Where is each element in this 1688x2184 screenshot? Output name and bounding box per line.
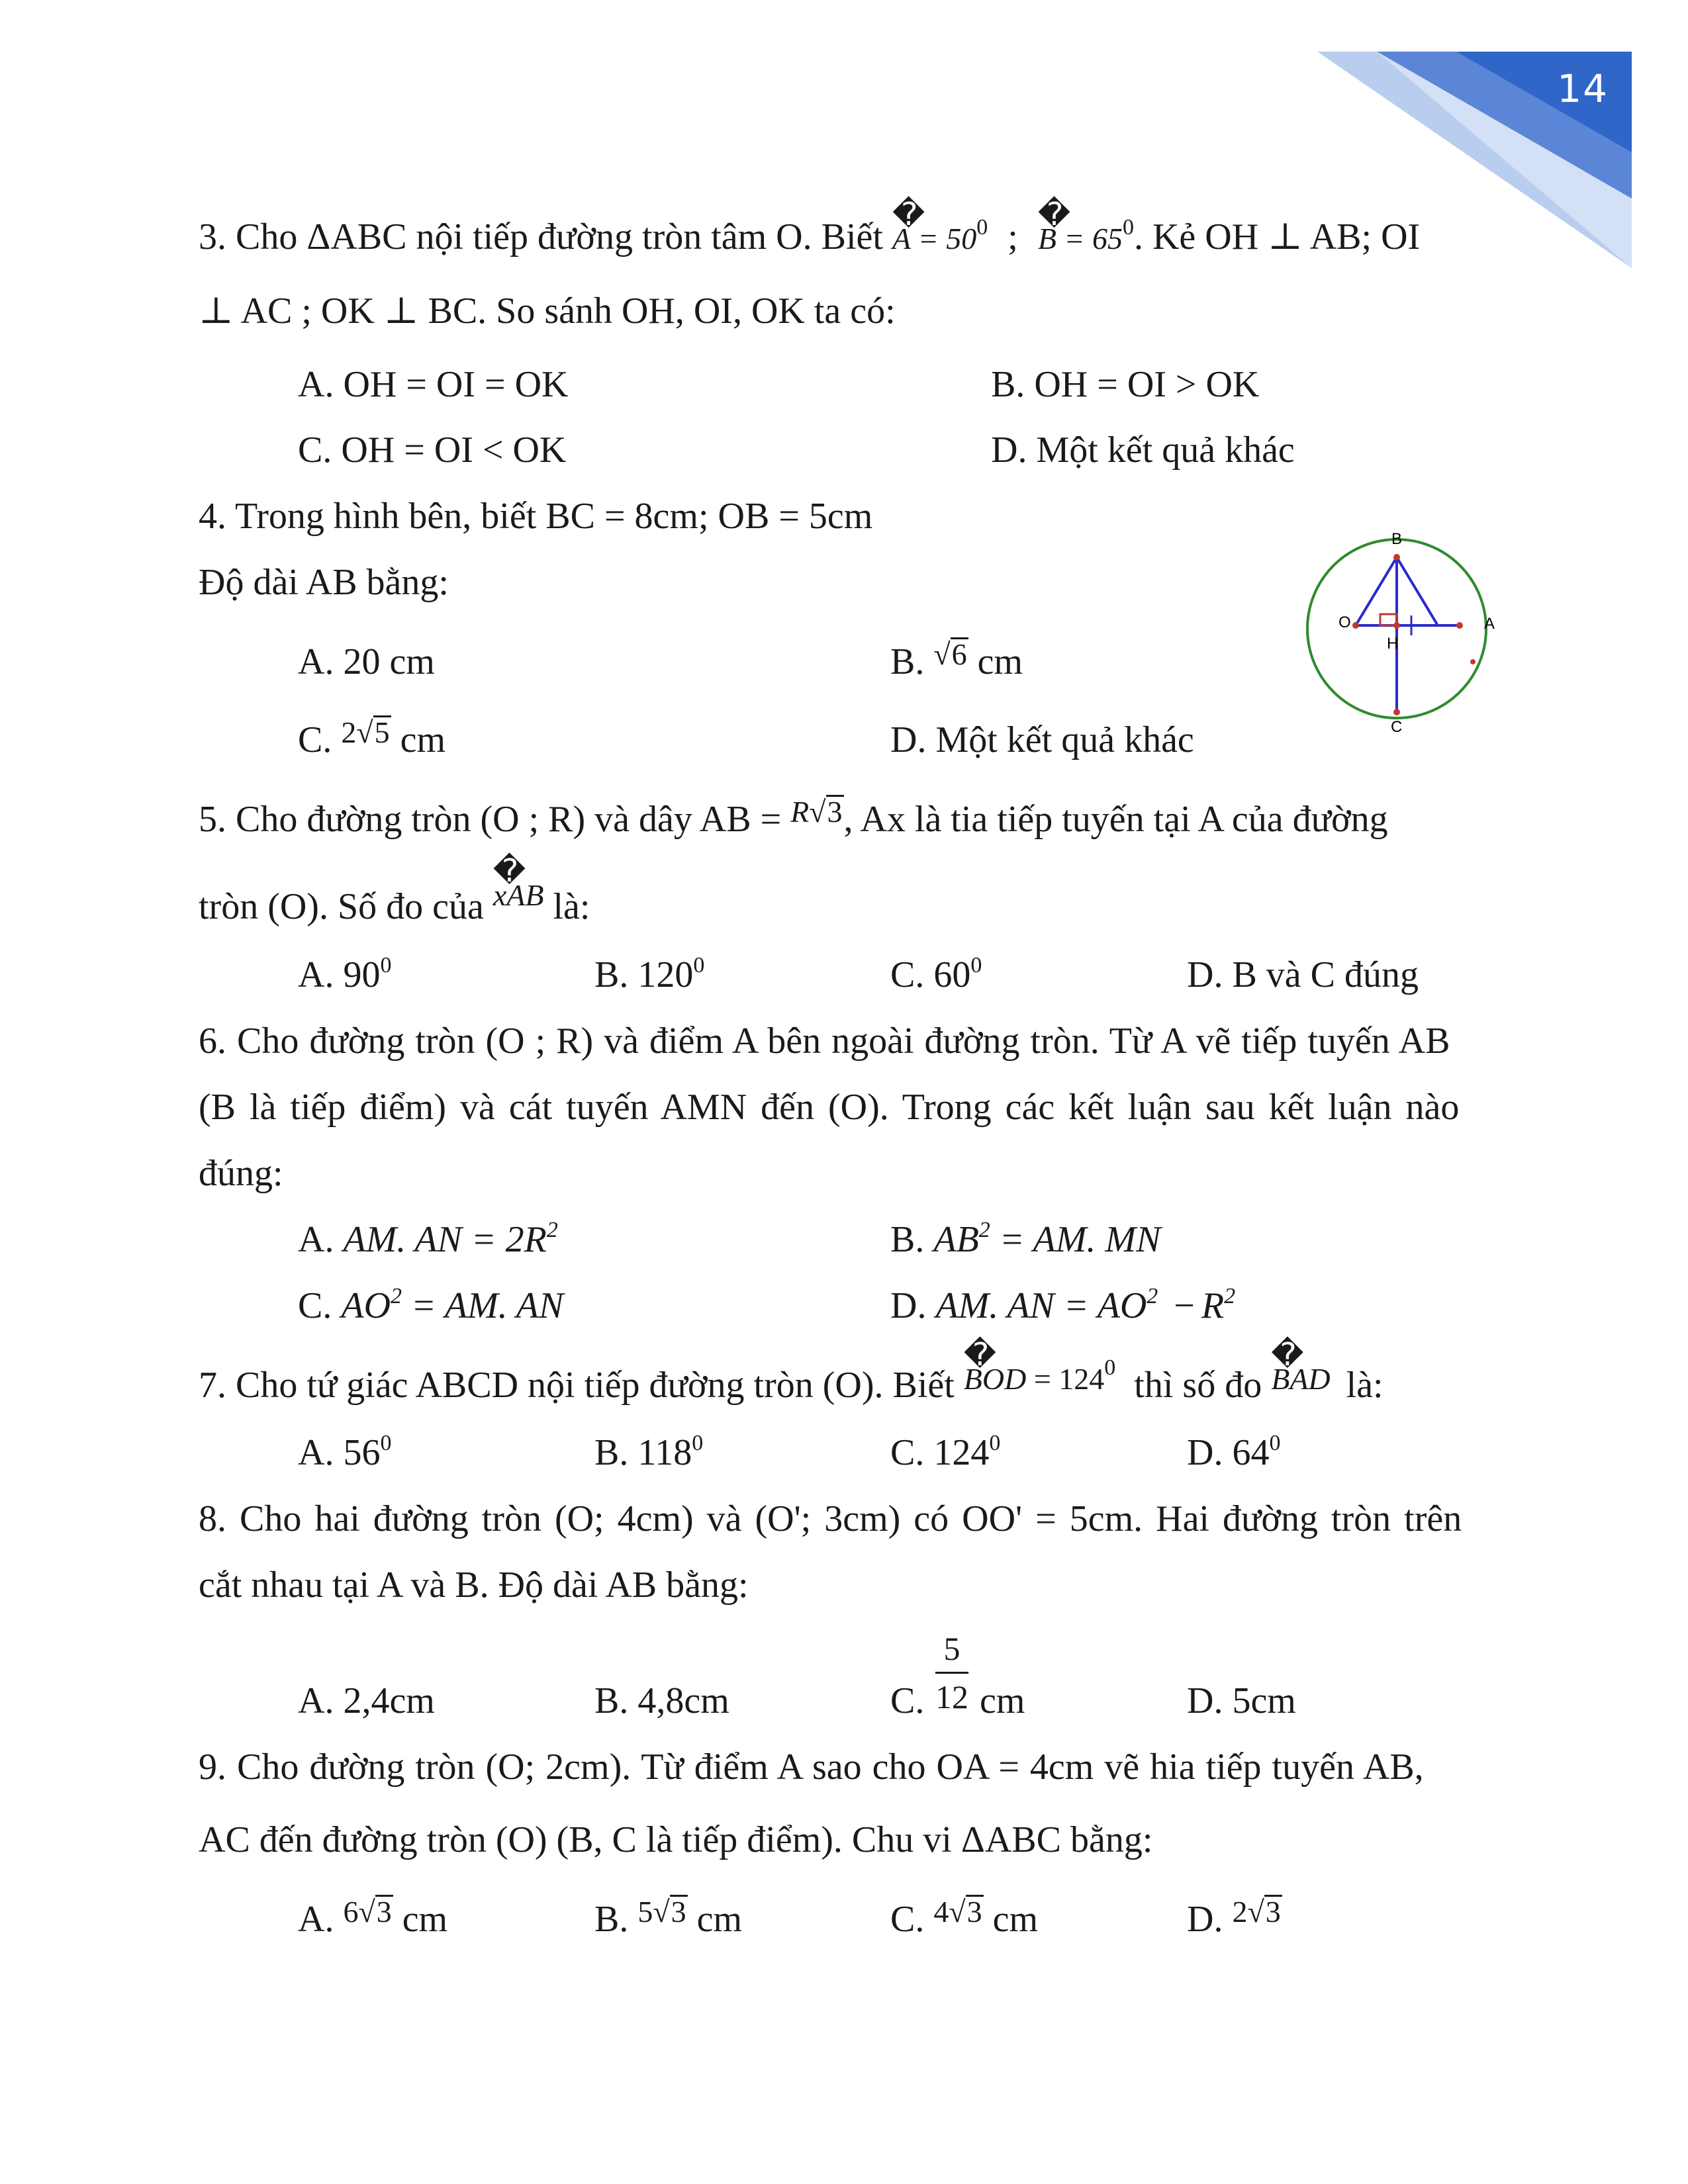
q8-option-c-fraction: $\frac{5}{12}$ [935, 1630, 968, 1715]
q8-line2: cắt nhau tại A và B. Độ dài AB bằng: [199, 1565, 749, 1606]
q4-option-a: A. 20 cm [298, 641, 435, 682]
q8-line1: 8. Cho hai đường tròn (O; 4cm) và (O'; 3cm) có OO' = 5cm. Hai đường tròn trên [199, 1498, 1462, 1539]
q6-option-c: C. $AO^2$ = AM. AN [298, 1284, 564, 1326]
label-h: H [1387, 635, 1399, 653]
q5-line1: 5. Cho đường tròn (O ; R) và dây AB = $^R$√3, Ax là tia tiếp tuyến tại A của đường [199, 795, 1388, 840]
q4-circle-figure [1297, 523, 1516, 741]
q7-option-a: A. $56^0$ [298, 1431, 392, 1473]
q8-option-c-prefix: C. [890, 1680, 925, 1721]
q4-option-b: B. √6 cm [890, 637, 1023, 682]
q4-line1: 4. Trong hình bên, biết BC = 8cm; OB = 5cm [199, 496, 873, 537]
label-b: B [1391, 530, 1403, 548]
q4-option-c: C. 2√5 cm [298, 715, 446, 760]
q6-option-a: A. AM. AN = $2R^2$ [298, 1218, 558, 1260]
q7-line: 7. Cho tứ giác ABCD nội tiếp đường tròn (O). Biết � BOD $^{= 1240}$ thì số đo � BAD là: [199, 1367, 1383, 1404]
q5-option-c: C. $60^0$ [890, 953, 982, 995]
q3-option-a: A. OH = OI = OK [298, 364, 569, 405]
page-number: 14 [1557, 66, 1609, 111]
q5-option-d: D. B và C đúng [1187, 954, 1419, 995]
q6-line1: 6. Cho đường tròn (O ; R) và điểm A bên ngoài đường tròn. Từ A vẽ tiếp tuyến AB [199, 1021, 1450, 1062]
q8-option-c-unit: cm [980, 1680, 1025, 1721]
q7-option-c: C. $124^0$ [890, 1431, 1001, 1473]
q9-line1: 9. Cho đường tròn (O; 2cm). Từ điểm A sao cho OA = 4cm vẽ hia tiếp tuyến AB, [199, 1747, 1424, 1788]
q6-line2: (B là tiếp điểm) và cát tuyến AMN đến (O). Trong các kết luận sau kết luận nào [199, 1087, 1460, 1128]
q6-option-b: B. $AB^2$ = AM. MN [890, 1218, 1161, 1260]
q5-line2: tròn (O). Số đo của � xAB là: [199, 888, 590, 925]
q9-line2: AC đến đường tròn (O) (B, C là tiếp điểm). Chu vi ΔABC bằng: [199, 1819, 1153, 1860]
segment-bo [1356, 557, 1397, 625]
label-c: C [1391, 718, 1403, 736]
q8-option-d: D. 5cm [1187, 1680, 1296, 1721]
q4-option-d: D. Một kết quả khác [890, 719, 1194, 760]
q7-option-b: B. $118^0$ [594, 1431, 704, 1473]
q3-line2: ⊥ AC ; OK ⊥ BC. So sánh OH, OI, OK ta có: [199, 291, 896, 332]
q9-option-c: C. 4√3 cm [890, 1895, 1039, 1940]
q8-option-a: A. 2,4cm [298, 1680, 435, 1721]
q9-option-d: D. 2√3 [1187, 1895, 1281, 1940]
q9-option-a: A. 6√3 cm [298, 1895, 448, 1940]
q6-line3: đúng: [199, 1153, 283, 1194]
q5-option-b: B. $120^0$ [594, 953, 705, 995]
q3-option-d: D. Một kết quả khác [991, 430, 1295, 471]
segment-ba [1397, 557, 1438, 625]
q6-option-d: D. AM. AN = $AO^2 - R^2$ [890, 1284, 1236, 1326]
q5-option-a: A. $90^0$ [298, 953, 392, 995]
q3-option-c: C. OH = OI < OK [298, 430, 567, 471]
q3-line1: 3. Cho ΔABC nội tiếp đường tròn tâm O. Biết � $A = 50^0$ ; � $B = 65^0$. Kẻ OH ⊥ AB; OI [199, 218, 1420, 255]
label-a: A [1484, 615, 1495, 633]
q3-option-b: B. OH = OI > OK [991, 364, 1260, 405]
q8-option-b: B. 4,8cm [594, 1680, 729, 1721]
q7-option-d: D. $64^0$ [1187, 1431, 1281, 1473]
q9-option-b: B. 5√3 cm [594, 1895, 743, 1940]
q4-line2: Độ dài AB bằng: [199, 562, 449, 603]
label-o: O [1338, 614, 1351, 631]
